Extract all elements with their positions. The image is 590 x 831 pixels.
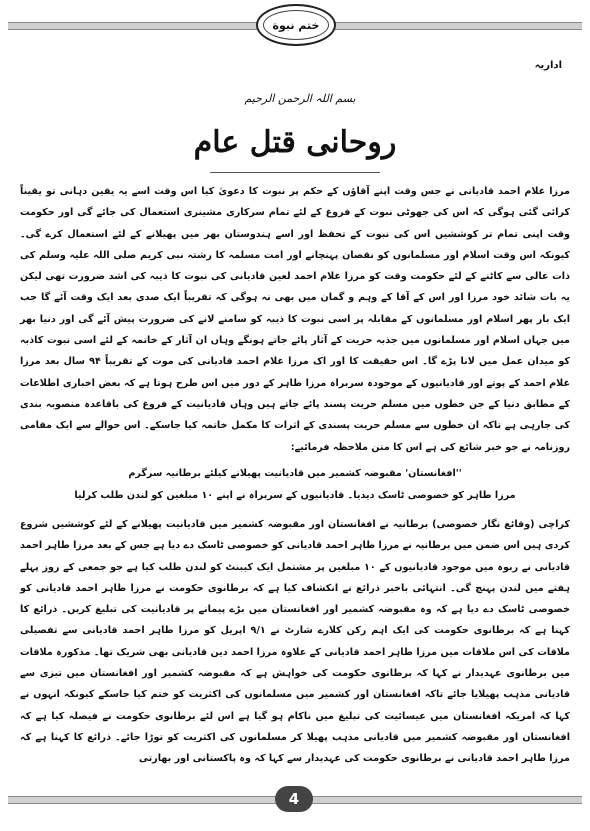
paragraph: کراچی (وقائع نگار خصوصی) برطانیہ نے افغانستان اور مقبوضہ کشمیر میں قادیانیت پھیلانے کے لئے کوششیں شروع کردی ہیں اس ضمن میں برطانیہ نے مرزا طاہر احمد قادیانی کو خصوصی ٹاسک دے دیا ہے جس کے بعد مرزا طاہر احمد قادیانی نے ربوہ میں موجود قادیانیوں کے ۱۰ مبلغین پر مشتمل ایک کیبنٹ کو لندن طلب کیا ہے جو جمعی کے روز پہلے ہفتے میں لندن پہنچ گی۔ انتہائی باخبر ذرائع نے انکشاف کیا ہے کہ برطانوی حکومت نے مرزا طاہر احمد قادیانی کو خصوصی ٹاسک دے دیا ہے کہ وہ مقبوضہ کشمیر اور افغانستان میں بڑے پیمانے پر قادیانیت کی تبلیغ کریں۔ ذرائع کا کہنا ہے کہ برطانوی حکومت کی ایک اہم رکن کلارے شارٹ نے ۹/۱ اپریل کو مرزا طاہر احمد قادیانی سے تفصیلی ملاقات کی اس ملاقات میں مرزا طاہر احمد قادیانی کے علاوہ مرزا احمد دین قادیانی بھی شریک تھا۔ مذکورہ ملاقات میں برطانوی عہدیدار نے کہا کہ برطانوی حکومت کی خواہش ہے کہ مقبوضہ کشمیر اور افغانستان میں تیزی سے قادیانی مذہب پھیلایا جائے تاکہ افغانستان اور کشمیر میں مسلمانوں کی اکثریت کو ختم کیا جاسکے کیونکہ انہوں نے کہا کہ امریکہ افغانستان میں عیسائیت کی تبلیغ میں ناکام ہو گیا ہے اس لئے برطانوی حکومت نے فیصلہ کیا ہے کہ افغانستان اور مقبوضہ کشمیر میں قادیانی مذہب پھیلا کر مسلمانوں کی اکثریت کو توڑا جائے۔ ذرائع کا کہنا ہے کہ مرزا طاہر احمد قادیانی نے برطانوی حکومت کی عہدیدار سے کہا کہ وہ پاکستانی اور بھارتی (20, 519, 570, 765)
magazine-logo (256, 4, 336, 46)
title-divider (210, 172, 380, 173)
news-subheading: ''افغانستان' مقبوضہ کشمیر میں قادیانیت پھیلانے کیلئے برطانیہ سرگرم (128, 468, 462, 479)
bismillah: بسم اللہ الرحمن الرحیم (244, 92, 356, 105)
paragraph: مرزا غلام احمد قادیانی نے جس وقت اپنے آقاؤں کے حکم پر نبوت کا دعویٰ کیا اس وقت اسے یہ یقین دہانی تو یقیناً کرائی گئی ہوگی کہ اس کی جھوٹی نبوت کے فروغ کے لئے تمام سرکاری مشینری استعمال کی جائے گی اور حکومت وقت اپنی تمام تر کوششیں اس کی نبوت کے تحفظ اور اسے ہندوستان بھر میں پھیلانے کے لئے استعمال کرے گی۔ کیونکہ اس وقت اسلام اور مسلمانوں کو نقصان پہنچانے اور امت مسلمہ کا رشتہ نبی کریم صلی اللہ علیہ وسلم کی ذات عالی سے کاٹنے کے لئے حکومت وقت کو مرزا غلام احمد لعین قادیانی کی نبوت کا ذیبہ کی اشد ضرورت تھی لیکن یہ بات شائد خود مرزا اور اس کے آقا کے وہم و گمان میں بھی نہ ہوگی کہ تقریباً ایک صدی بعد ایک وقت آئے گا جب ایک بار پھر اسلام اور مسلمانوں کے مقابلہ پر اسی نبوت کا ذیبہ کو سامنے لانے کی ضرورت پیش آئے گی اور دنیا بھر میں جہاں اسلام اور مسلمانوں میں جذبہ حریت کے آثار پائے جاتے ہونگے وہاں ان آثار کے خاتمہ کے لئے اسی نبوت کاذبہ کو میدان عمل میں لانا پڑے گا۔ اس حقیقت کا اور اک مرزا غلام احمد قادیانی کی موت کے تقریباً ۹۴ سال بعد مرزا غلام احمد کے پوتے اور قادیانیوں کے موجودہ سربراہ مرزا طاہر کے دور میں اس طرح ہوتا ہے کہ بعض اخباری اطلاعات کے مطابق دنیا کے جن خطوں میں مسلم حریت پسند پائے جاتے ہیں وہاں قادیانیت کے فروغ کی باقاعدہ منصوبہ بندی کی جارہی ہے تاکہ ان خطوں سے مسلم حریت پسندی کے اثرات کا مکمل خاتمہ کیا جاسکے۔ اس حوالے سے ایک مقامی روزنامہ نے جو خبر شائع کی ہے اس کا متن ملاحظہ فرمائیے: (20, 186, 570, 453)
article-title: روحانی قتل عام (193, 125, 397, 160)
page-number: 4 (275, 786, 313, 812)
section-label: اداریہ (534, 60, 562, 71)
news-subheading-secondary: مرزا طاہر کو خصوصی ٹاسک دیدیا۔ قادیانیوں کے سربراہ نے اپنے ۱۰ مبلغین کو لندن طلب کرلیا (74, 490, 516, 501)
article-body-part2 (20, 514, 570, 770)
logo-text: ختم نبوة (263, 10, 329, 40)
article-body-part1 (20, 181, 570, 458)
